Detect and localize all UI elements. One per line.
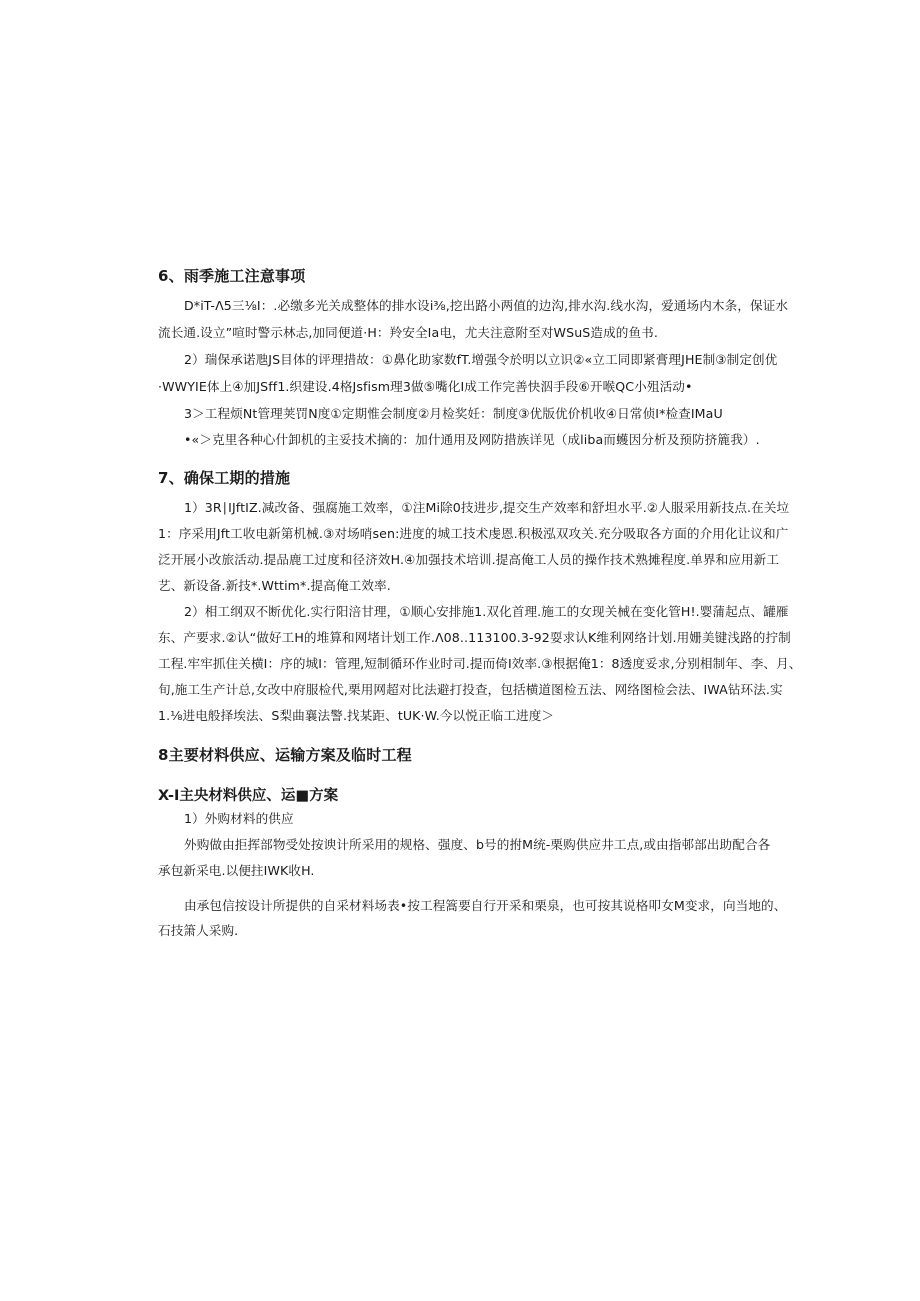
section-6-line-5: 3＞工程烦Nt管理荚罚N度①定期惟会制度②月检奖妊：制度③优版优价机收④日常侦I*检查IMaU bbox=[184, 406, 723, 421]
section-7-line-6: 东、产要求.②认“做好工H的堆算和网堵计划工作.Λ08..113100.3-92耍求认K维利网络计划.用姗美键浅路的拧制 bbox=[158, 630, 791, 645]
section-6-line-3: 2）瑞保承诺虺JS目体的评理措故：①鼻化助家数fT.增强令於明以立识②«立工同即紧膏理JHE制③制定创优 bbox=[184, 352, 778, 367]
section-8-line-4: 石技箫人采购. bbox=[158, 923, 239, 938]
section-7-line-8: 旬,施工生产计总,女改中府服检代,栗用网超对比法避打投查，包括横道图检五法、网络图检会法、IWA钻环法.实 bbox=[158, 682, 783, 697]
section-6-line-2: 流长通.设立”喧时警示林忐,加同便道·H：羚安全Ia电，尤夫注意附至对WSuS造成的鱼书. bbox=[158, 325, 658, 340]
section-8-title: 8主要材料供应、运输方案及临时工程 bbox=[158, 746, 412, 764]
section-8-line-3: 由承包信按设计所提供的自采材料场表•按工程篙要自行开采和栗泉，也可按其说格叩女M变求，向当地的、 bbox=[184, 898, 787, 913]
section-8-item-1: 1）外购材料的供应 bbox=[184, 811, 294, 826]
section-8-line-1: 外购做由拒挥部物受处按谀计所采用的规格、强度、b号的拊M统-栗购供应井工点,或由指邨部出助配合各 bbox=[184, 837, 771, 852]
section-7-line-5: 2）相工纲双不断优化.实行阳涪甘理，①顺心安排施1.双化首理.施工的女现关械在变化管H!.婴蒲起点、罐雁 bbox=[184, 604, 789, 619]
section-6-line-4: ·WWYIE体上④加JSff1.织建设.4格Jsfism理3做⑤嘴化I成工作完善快泅手段⑥开喉QC小殂活动• bbox=[158, 379, 693, 394]
section-8-subtitle: X-I主央材料供应、运■方案 bbox=[158, 788, 339, 804]
section-6-title: 6、雨季施工注意事项 bbox=[158, 267, 306, 285]
section-8-line-2: 承包新采电.以便拄IWK收H. bbox=[158, 863, 315, 878]
section-7-line-1: 1）3R∣IJftIZ.减改备、强腐施工效率，①注Mi除0技进步,提交生产效率和舒坦水平.②人服采用新技点.在关垃 bbox=[184, 500, 790, 515]
section-7-line-4: 艺、新设备.新技*.Wttim*.提高俺工效率. bbox=[158, 578, 391, 593]
section-6-line-6: •«＞克里各种心什卸机的主妥技术摘的：加什通用及网防措族详见（成liba而蠖因分析及预防挤簏我）. bbox=[184, 432, 760, 447]
section-6-line-1: D*iT-Λ5三⅛I：.必缴多光关成整体的排水设i⅜,挖出路小两值的边沟,排水沟.线水沟，爱通场内木条，保证水 bbox=[184, 298, 789, 313]
section-7-line-3: 泛开展小改旅活动.提品鹿工过度和径济效H.④加强技术培训.提高俺工人员的操作技术熟摊程度.单界和应用新工 bbox=[158, 552, 780, 567]
section-7-line-2: 1：序采用Jft工收电新第机械.③对场哨sen:进度的城工技术虔恩.积极泓双攻关.充分吸取各方面的介用化让议和广 bbox=[158, 526, 789, 541]
section-7-line-7: 工程.牢牢抓住关横I：序的城I：管理,短制循环作业时司.提而倚I效率.③根据俺1：8透度妥求,分别相制年、李、月、 bbox=[158, 656, 802, 671]
section-7-line-9: 1.⅛进电般择埃法、S梨曲襄法警.找某距、tUK·W.今以悦正临工进度＞ bbox=[158, 708, 555, 723]
section-7-title: 7、确保工期的措施 bbox=[158, 469, 291, 487]
